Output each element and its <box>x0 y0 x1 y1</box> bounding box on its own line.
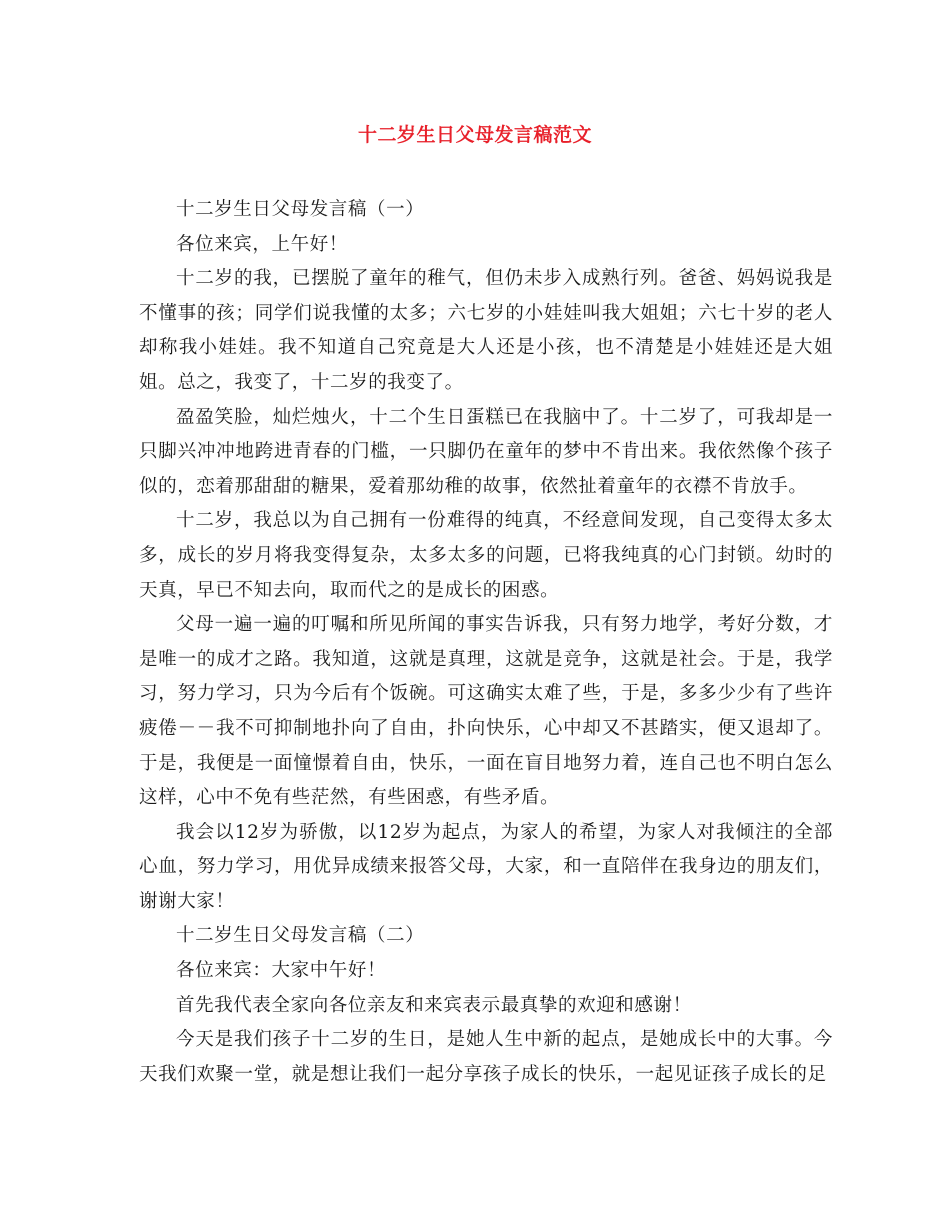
body-paragraph: 盈盈笑脸，灿烂烛火，十二个生日蛋糕已在我脑中了。十二岁了，可我却是一只脚兴冲冲地跨进青春的门槛，一只脚仍在童年的梦中不肯出来。我依然像个孩子似的，恋着那甜甜的糖果，爱着那幼稚的故事，依然扯着童年的衣襟不肯放手。 <box>139 406 833 497</box>
document-body <box>139 193 833 1092</box>
body-paragraph: 十二岁，我总以为自己拥有一份难得的纯真，不经意间发现，自己变得太多太多，成长的岁月将我变得复杂，太多太多的问题，已将我纯真的心门封锁。幼时的天真，早已不知去向，取而代之的是成长的困惑。 <box>139 510 833 601</box>
body-paragraph: 我会以12岁为骄傲，以12岁为起点，为家人的希望，为家人对我倾注的全部心血，努力学习，用优异成绩来报答父母，大家，和一直陪伴在我身边的朋友们，谢谢大家！ <box>139 821 833 912</box>
body-paragraph: 今天是我们孩子十二岁的生日，是她人生中新的起点，是她成长中的大事。今天我们欢聚一堂，就是想让我们一起分享孩子成长的快乐，一起见证孩子成长的足 <box>139 1029 833 1085</box>
greeting-two: 各位来宾：大家中午好！ <box>176 960 387 982</box>
body-paragraph: 首先我代表全家向各位亲友和来宾表示最真挚的欢迎和感谢！ <box>176 994 692 1016</box>
section-heading-one: 十二岁生日父母发言稿（一） <box>176 199 425 220</box>
body-paragraph: 父母一遍一遍的叮嘱和所见所闻的事实告诉我，只有努力地学，考好分数，才是唯一的成才之路。我知道，这就是真理，这就是竞争，这就是社会。于是，我学习，努力学习，只为今后有个饭碗。可这确实太难了些，于是，多多少少有了些许疲倦－－我不可抑制地扑向了自由，扑向快乐，心中却又不甚踏实，便又退却了。于是，我便是一面憧憬着自由，快乐，一面在盲目地努力着，连自己也不明白怎么这样，心中不免有些茫然，有些困惑，有些矛盾。 <box>139 614 833 809</box>
greeting-one: 各位来宾，上午好！ <box>176 233 348 255</box>
document-title: 十二岁生日父母发言稿范文 <box>357 124 592 146</box>
section-heading-two: 十二岁生日父母发言稿（二） <box>176 925 425 947</box>
body-paragraph: 十二岁的我，已摆脱了童年的稚气，但仍未步入成熟行列。爸爸、妈妈说我是不懂事的孩；同学们说我懂的太多；六七岁的小娃娃叫我大姐姐；六七十岁的老人却称我小娃娃。我不知道自己究竟是大人还是小孩，也不清楚是小娃娃还是大姐姐。总之，我变了，十二岁的我变了。 <box>139 268 833 393</box>
